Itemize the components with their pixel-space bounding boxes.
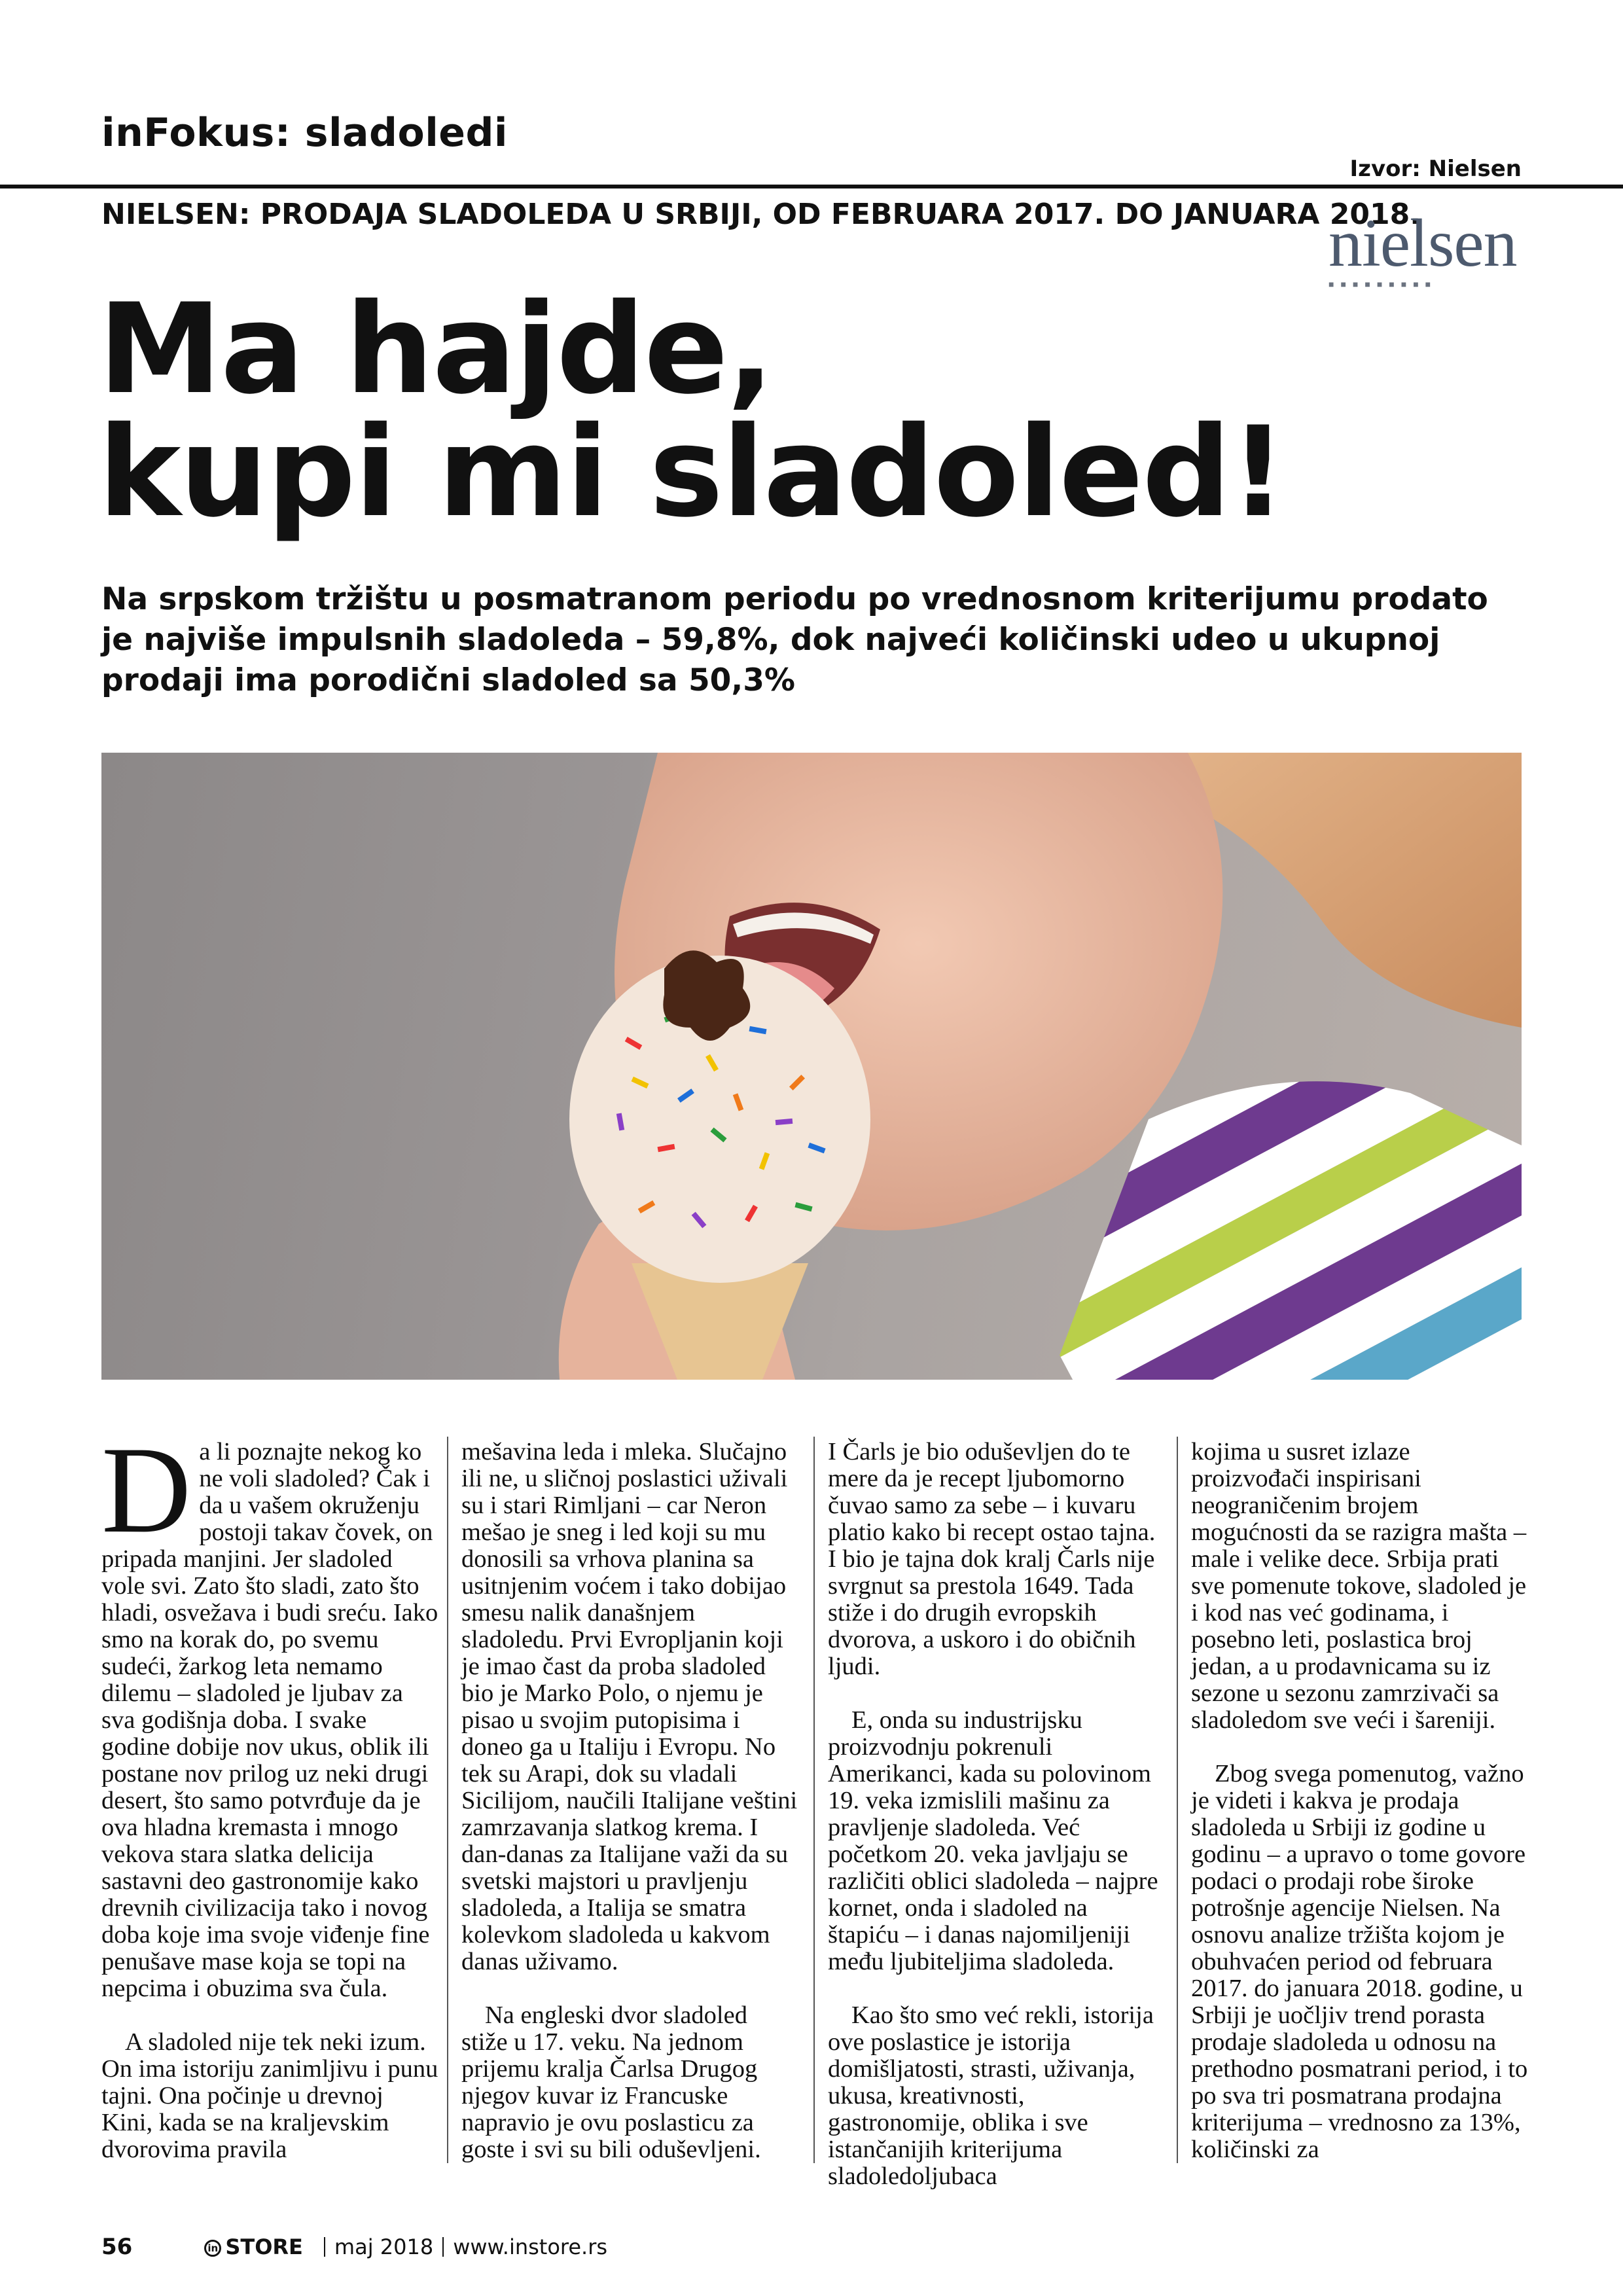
page-footer [101, 2234, 607, 2260]
logo-dots: ■■■■■■■■■ [1329, 280, 1438, 290]
article-column-3 [828, 1439, 1165, 2217]
lede: Na srpskom tržištu u posmatranom periodu po vrednosnom kriterijumu prodato je najviše impulsnih sladoleda – 59,8%, dok najveći količinski udeo u ukupnoj prodaji ima porodični sladoled sa 50,3% [101, 581, 1488, 698]
article-paragraph: E, onda su industrijsku proizvodnju pokrenuli Amerikanci, kada su polovinom 19. veka izmislili mašinu za pravljenje sladoleda. Već početkom 20. veka javljaju se različiti oblici sladoleda – najpre kornet, onda i sladoled na štapiću – i danas najomiljeniji među ljubiteljima sladoleda. [828, 1706, 1158, 1975]
article-paragraph: I Čarls je bio oduševljen do te mere da je recept ljubomorno čuvao samo za sebe – i kuvaru platio kako bi recept ostao tajna. I bio je tajna dok kralj Čarls nije svrgnut sa prestola 1649. Tada stiže i do drugih evropskih dvorova, a uskoro i do običnih ljudi. [828, 1438, 1156, 1680]
store-logo-icon: in [204, 2240, 221, 2257]
page-number: 56 [101, 2234, 133, 2260]
website-link[interactable]: www.instore.rs [453, 2234, 608, 2259]
headline-line-1: Ma hajde, [98, 277, 774, 422]
nielsen-logo-text: nielsen [1329, 206, 1517, 281]
article-column-1 [101, 1422, 438, 2190]
issue-date: maj 2018 [334, 2234, 434, 2259]
headline [98, 277, 1407, 545]
article-paragraph: Na engleski dvor sladoled stiže u 17. veku. Na jednom prijemu kralja Čarlsa Drugog njegov kuvar iz Francuske napravio je ovu poslasticu za goste i svi su bili oduševljeni. [461, 2001, 761, 2163]
subhead: NIELSEN: PRODAJA SLADOLEDA U SRBIJI, OD FEBRUARA 2017. DO JANUARA 2018. [101, 198, 1421, 231]
article-paragraph: Kao što smo već rekli, istorija ove poslastice je istorija domišljatosti, strasti, uživanja, ukusa, kreativnosti, gastronomije, oblika i sve istančanijih kriterijuma sladoledoljubaca [828, 2001, 1154, 2190]
source-credit: Izvor: Nielsen [1349, 156, 1522, 182]
article-paragraph [101, 1422, 438, 2002]
article-paragraph: A sladoled nije tek neki izum. On ima istoriju zanimljivu i punu tajni. Ona počinje u drevnoj Kini, kada se na kraljevskim dvorovima pravila [101, 2028, 438, 2163]
ice-cream-photo [101, 753, 1522, 1380]
store-logo [204, 2234, 303, 2259]
footer-divider [442, 2237, 444, 2257]
drop-cap: D [101, 1422, 192, 1559]
store-logo-text: STORE [225, 2234, 303, 2259]
header-rule [0, 185, 1623, 188]
photo-illustration [101, 753, 1522, 1380]
column-divider [813, 1437, 815, 2163]
column-divider [1177, 1437, 1178, 2163]
article-paragraph: Zbog svega pomenutog, važno je videti i kakva je prodaja sladoleda u Srbiji iz godine u godinu – a upravo o tome govore podaci o prodaji robe široke potrošnje agencije Nielsen. Na osnovu analize tržišta kojom je obuhvaćen period od februara 2017. do januara 2018. godine, u Srbiji je uočljiv trend porasta prodaje sladoleda u odnosu na prethodno posmatrani period, i to po sva tri posmatrana prodajna kriterijuma – vrednosno za 13%, količinski za [1191, 1760, 1528, 2163]
article-column-4 [1191, 1439, 1528, 2190]
article-column-2 [461, 1439, 798, 2190]
section-tag: inFokus: sladoledi [101, 110, 508, 156]
article-paragraph: mešavina leda i mleka. Slučajno ili ne, u sličnoj poslastici uživali su i stari Rimljani – car Neron mešao je sneg i led koji su mu donosili sa vrhova planina sa usitnjenim voćem i tako dobijao smesu nalik današnjem sladoledu. Prvi Evropljanin koji je imao čast da proba sladoled bio je Marko Polo, o njemu je pisao u svojim putopisima i doneo ga u Italiju i Evropu. No tek su Arapi, dok su vladali Sicilijom, naučili Italijane veštini zamrzavanja slatkog krema. I dan-danas za Italijane važi da su svetski majstori u pravljenju sladoleda, a Italija se smatra kolevkom sladoleda u kakvom danas uživamo. [461, 1438, 798, 1975]
column-divider [447, 1437, 448, 2163]
headline-line-2: kupi mi sladoled! [98, 400, 1285, 545]
nielsen-logo [1329, 206, 1518, 295]
footer-divider [324, 2237, 325, 2257]
paragraph-text: a li poznajte nekog ko ne voli sladoled? Čak i da u vašem okruženju postoji takav čovek, on pripada manjini. Jer sladoled vole svi. Zato što sladi, zato što hladi, osvežava i budi sreću. Iako smo na korak do, po svemu sudeći, žarkog leta nemamo dilemu – sladoled je ljubav za sva godišnja doba. I svake godine dobije nov ukus, oblik ili postane nov prilog uz neki drugi desert, što samo potvrđuje da je ova hladna kremasta i mnogo vekova stara slatka delicija sastavni deo gastronomije kako drevnih civilizacija tako i novog doba koje ima svoje viđenje fine penušave mase koja se topi na nepcima i obuzima sva čula. [101, 1438, 438, 2002]
article-paragraph: kojima u susret izlaze proizvođači inspirisani neograničenim brojem mogućnosti da se razigra mašta – male i velike dece. Srbija prati sve pomenute tokove, sladoled je i kod nas već godinama, i posebno leti, poslastica broj jedan, a u prodavnicama su iz sezone u sezonu zamrzivači sa sladoledom sve veći i šareniji. [1191, 1438, 1527, 1734]
